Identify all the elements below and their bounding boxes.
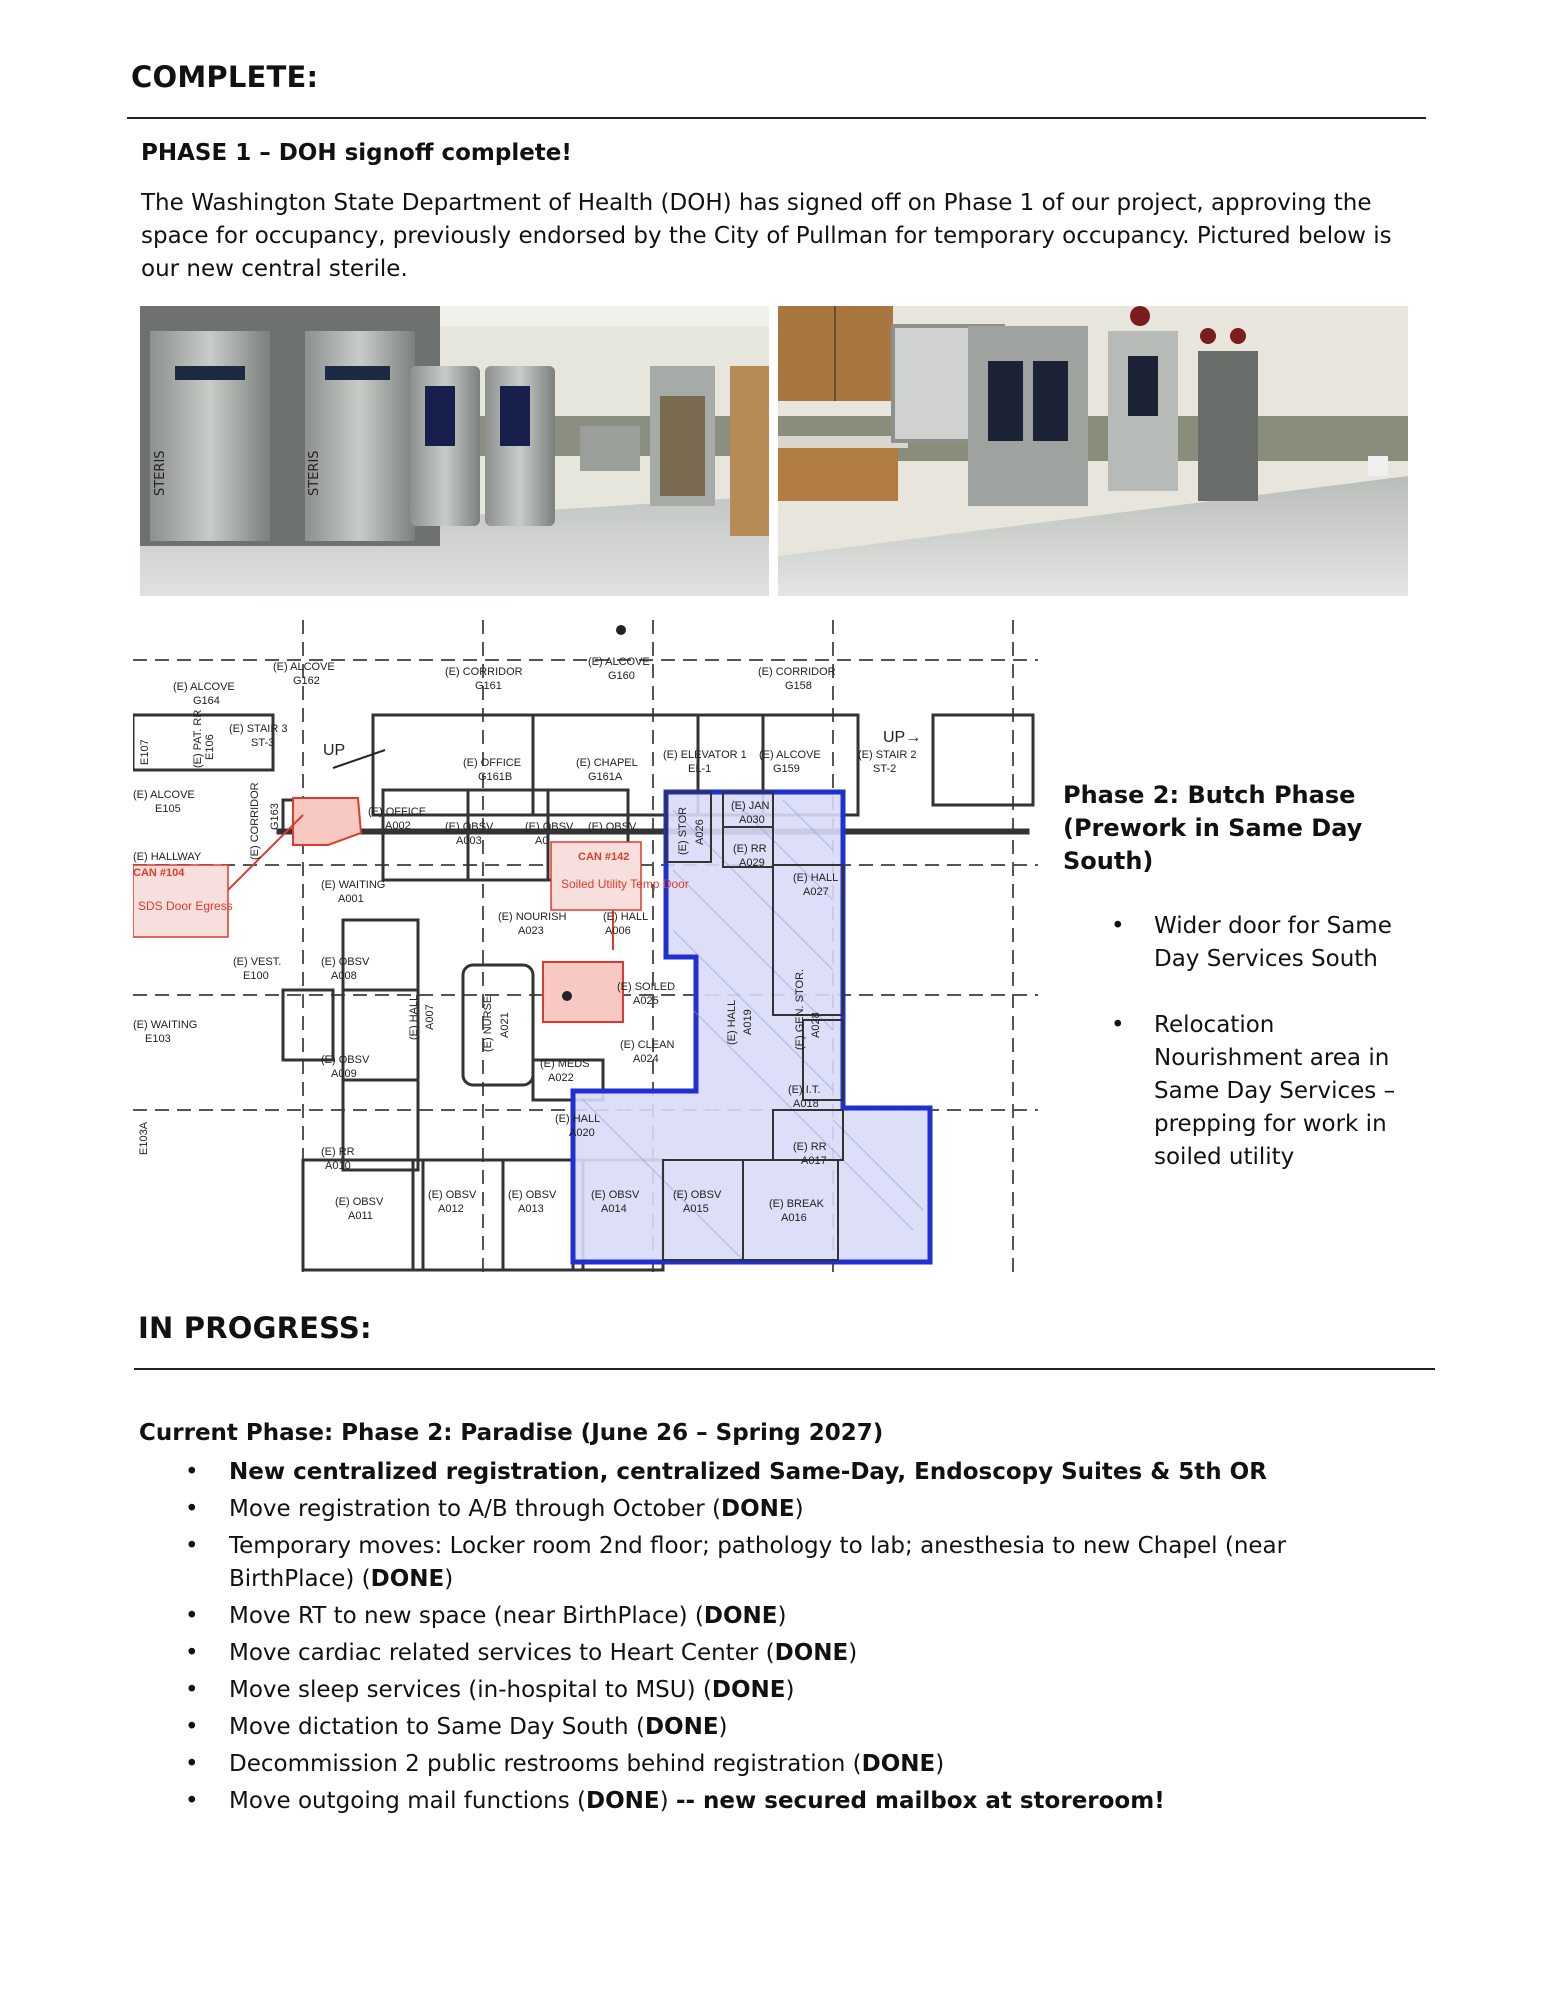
room-tag: A006: [605, 925, 631, 937]
done-status: DONE: [586, 1788, 660, 1814]
label: (E) OBSV: [591, 1189, 640, 1201]
label: (E) ELEVATOR 1: [663, 749, 747, 761]
room-tag: A028: [810, 1012, 822, 1038]
label: (E) STAIR 2: [858, 749, 917, 761]
current-phase: Current Phase: Phase 2: Paradise (June 26 – Spring 2027): [139, 1420, 884, 1446]
label: (E) CORRIDOR: [249, 782, 261, 860]
label: (E) ALCOVE: [759, 749, 821, 761]
room-tag: A009: [331, 1068, 357, 1080]
label: (E) HALL: [793, 872, 839, 884]
steris-logo-1: STERIS: [153, 450, 168, 496]
room-tag: A011: [348, 1210, 373, 1222]
phase2-butch-list: [1111, 910, 1424, 1207]
list-item: • Decommission 2 public restrooms behind registration (DONE): [229, 1748, 1409, 1781]
sterile-photo-2: [778, 306, 1408, 596]
list-item: • Move outgoing mail functions (DONE) -- new secured mailbox at storeroom!: [229, 1785, 1409, 1818]
room-tag: A023: [518, 925, 544, 937]
label: (E) OBSV: [335, 1196, 384, 1208]
room-tag: A010: [325, 1160, 351, 1172]
done-status: DONE: [711, 1677, 786, 1703]
room-tag: E103A: [138, 1121, 150, 1155]
label: UP→: [883, 729, 922, 746]
room-tag: A022: [548, 1072, 574, 1084]
label: (E) RR: [793, 1141, 827, 1153]
room-tag: EL-1: [688, 763, 712, 775]
label: (E) HALL: [726, 999, 738, 1045]
list-item-text: New centralized registration, centralized Same-Day, Endoscopy Suites & 5th OR: [229, 1459, 1267, 1485]
room-tag: G161A: [588, 771, 623, 783]
phase1-title: PHASE 1 – DOH signoff complete!: [141, 140, 572, 166]
done-status: DONE: [370, 1566, 445, 1592]
label: (E) ALCOVE: [273, 661, 335, 673]
sterile-photo-1: [140, 306, 769, 596]
phase2-butch-title: Phase 2: Butch Phase (Prework in Same Day South): [1063, 781, 1363, 875]
list-item: [1111, 1009, 1424, 1174]
room-tag: A016: [781, 1212, 807, 1224]
room-tag: A003: [456, 835, 482, 847]
label: (E) JAN: [731, 800, 770, 812]
list-item-text: Wider door for Same Day Services South: [1154, 913, 1392, 972]
list-item-text: Move cardiac related services to Heart Center: [229, 1640, 759, 1666]
room-tag: A029: [739, 857, 765, 869]
list-item-text: Move dictation to Same Day South: [229, 1714, 629, 1740]
bullet-icon: •: [185, 1677, 199, 1703]
room-tag: G159: [773, 763, 800, 775]
bullet-icon: •: [185, 1496, 199, 1522]
room-tag: A014: [601, 1203, 627, 1215]
label: UP: [323, 742, 346, 759]
label: (E) HALL: [555, 1113, 601, 1125]
label: (E) ALCOVE: [173, 681, 235, 693]
label: (E) NOURISH: [498, 911, 567, 923]
list-item: [1111, 910, 1424, 976]
label: (E) SOILED: [617, 981, 676, 993]
room-tag: A030: [739, 814, 765, 826]
label: (E) CORRIDOR: [445, 666, 523, 678]
label: (E) GEN. STOR.: [794, 968, 806, 1050]
progress-list: [185, 1456, 1409, 1822]
list-item: • Move cardiac related services to Heart Center (DONE): [229, 1637, 1409, 1670]
steris-logo-2: STERIS: [307, 450, 322, 496]
done-status: DONE: [703, 1603, 778, 1629]
label: (E) CORRIDOR: [758, 666, 836, 678]
room-tag: A020: [569, 1127, 595, 1139]
room-tag: A017: [801, 1155, 827, 1167]
list-item: [185, 1456, 1409, 1489]
label: (E) VEST.: [233, 956, 282, 968]
room-tag: A024: [633, 1053, 659, 1065]
done-status: DONE: [721, 1496, 795, 1522]
list-item: • Move sleep services (in-hospital to MSU) (DONE): [229, 1674, 1409, 1707]
room-tag: A019: [742, 1009, 754, 1035]
room-tag: A007: [424, 1004, 436, 1030]
label: (E) RR: [733, 843, 767, 855]
room-tag: G163: [269, 803, 281, 830]
bullet-icon: •: [185, 1788, 199, 1814]
room-tag: A012: [438, 1203, 464, 1215]
room-tag: G164: [193, 695, 220, 707]
label: (E) STOR: [677, 806, 689, 855]
label: (E) PAT. RR: [192, 709, 204, 768]
mailbox-note: -- new secured mailbox at storeroom!: [675, 1788, 1165, 1814]
bullet-icon: •: [185, 1533, 199, 1559]
label: (E) OFFICE: [463, 757, 522, 769]
label: CAN #104: [133, 867, 185, 879]
label: (E) OBSV: [525, 821, 574, 833]
room-tag: A002: [385, 820, 411, 832]
label: (E) HALL: [603, 911, 649, 923]
done-status: DONE: [774, 1640, 849, 1666]
label: (E) CLEAN: [620, 1039, 675, 1051]
bullet-icon: •: [185, 1640, 199, 1666]
label: (E) OBSV: [321, 956, 370, 968]
room-tag: ST-3: [251, 737, 275, 749]
label: (E) BREAK: [769, 1198, 825, 1210]
floor-plan: [133, 620, 1038, 1280]
room-tag: A001: [338, 893, 364, 905]
label: (E) OFFICE: [368, 806, 427, 818]
divider: [134, 1368, 1435, 1370]
room-tag: G158: [785, 680, 812, 692]
label: (E) STAIR 3: [229, 723, 288, 735]
list-item-text: Temporary moves: Locker room 2nd floor; pathology to lab; anesthesia to new Chapel (near BirthPlace): [229, 1533, 1287, 1592]
bullet-icon: •: [185, 1459, 199, 1485]
room-tag: A026: [694, 819, 706, 845]
label: SDS Door Egress: [138, 899, 233, 913]
label: (E) OBSV: [445, 821, 494, 833]
list-item: • Move dictation to Same Day South (DONE): [229, 1711, 1409, 1744]
list-item-text: Move registration to A/B through October: [229, 1496, 705, 1522]
room-tag: G161B: [478, 771, 513, 783]
room-tag: E100: [243, 970, 269, 982]
label: (E) NURSE: [482, 995, 494, 1052]
label: (E) HALLWAY: [133, 851, 202, 863]
room-tag: E106: [204, 734, 216, 760]
label: (E) HALL: [408, 994, 420, 1040]
list-item-text: Decommission 2 public restrooms behind registration: [229, 1751, 846, 1777]
label: (E) MEDS: [540, 1058, 590, 1070]
room-tag: A0: [535, 835, 549, 847]
list-item-text: Move sleep services (in-hospital to MSU): [229, 1677, 696, 1703]
list-item: • Move registration to A/B through October (DONE): [229, 1493, 1409, 1526]
room-tag: E105: [155, 803, 181, 815]
room-tag: G162: [293, 675, 320, 687]
bullet-icon: •: [185, 1751, 199, 1777]
label: Soiled Utility Temp Door: [561, 877, 689, 891]
room-tag: A021: [499, 1012, 511, 1038]
room-tag: G161: [475, 680, 502, 692]
list-item-text: Move outgoing mail functions: [229, 1788, 570, 1814]
label: CAN #142: [578, 851, 630, 863]
label: (E) RR: [321, 1146, 355, 1158]
divider: [127, 117, 1426, 119]
label: (E) I.T.: [788, 1084, 821, 1096]
room-tag: E103: [145, 1033, 171, 1045]
bullet-icon: •: [185, 1603, 199, 1629]
list-item-text: Move RT to new space (near BirthPlace): [229, 1603, 688, 1629]
label: (E) OBSV: [428, 1189, 477, 1201]
room-tag: A027: [803, 886, 829, 898]
label: (E) WAITING: [133, 1019, 198, 1031]
bullet-icon: •: [1111, 913, 1125, 939]
list-item: • Temporary moves: Locker room 2nd floor; pathology to lab; anesthesia to new Chapel (near BirthPlace) (DONE): [229, 1530, 1409, 1596]
label: (E) OBSV: [673, 1189, 722, 1201]
label: (E) ALCOVE: [133, 789, 195, 801]
room-tag: G160: [608, 670, 635, 682]
room-tag: A015: [683, 1203, 709, 1215]
done-status: DONE: [861, 1751, 936, 1777]
label: (E) OBSV: [588, 821, 637, 833]
label: (E) WAITING: [321, 879, 386, 891]
complete-heading: COMPLETE:: [131, 60, 319, 94]
room-tag: ST-2: [873, 763, 897, 775]
label: (E) CHAPEL: [576, 757, 638, 769]
room-tag: A018: [793, 1098, 819, 1110]
room-tag: A025: [633, 995, 659, 1007]
label: (E) OBSV: [508, 1189, 557, 1201]
list-item: • Move RT to new space (near BirthPlace) (DONE): [229, 1600, 1409, 1633]
phase1-text: The Washington State Department of Health (DOH) has signed off on Phase 1 of our project, approving the space for occupancy, previously endorsed by the City of Pullman for temporary occupancy. Pictured below is our new central sterile.: [141, 190, 1392, 282]
room-tag: A008: [331, 970, 357, 982]
in-progress-heading: IN PROGRESS:: [138, 1311, 372, 1345]
room-tag: E107: [139, 739, 151, 765]
label: (E) ALCOVE: [588, 656, 650, 668]
room-tag: A013: [518, 1203, 544, 1215]
list-item-text: Relocation Nourishment area in Same Day Services – prepping for work in soiled utility: [1154, 1012, 1396, 1170]
label: (E) OBSV: [321, 1054, 370, 1066]
bullet-icon: •: [1111, 1012, 1125, 1038]
bullet-icon: •: [185, 1714, 199, 1740]
done-status: DONE: [644, 1714, 719, 1740]
